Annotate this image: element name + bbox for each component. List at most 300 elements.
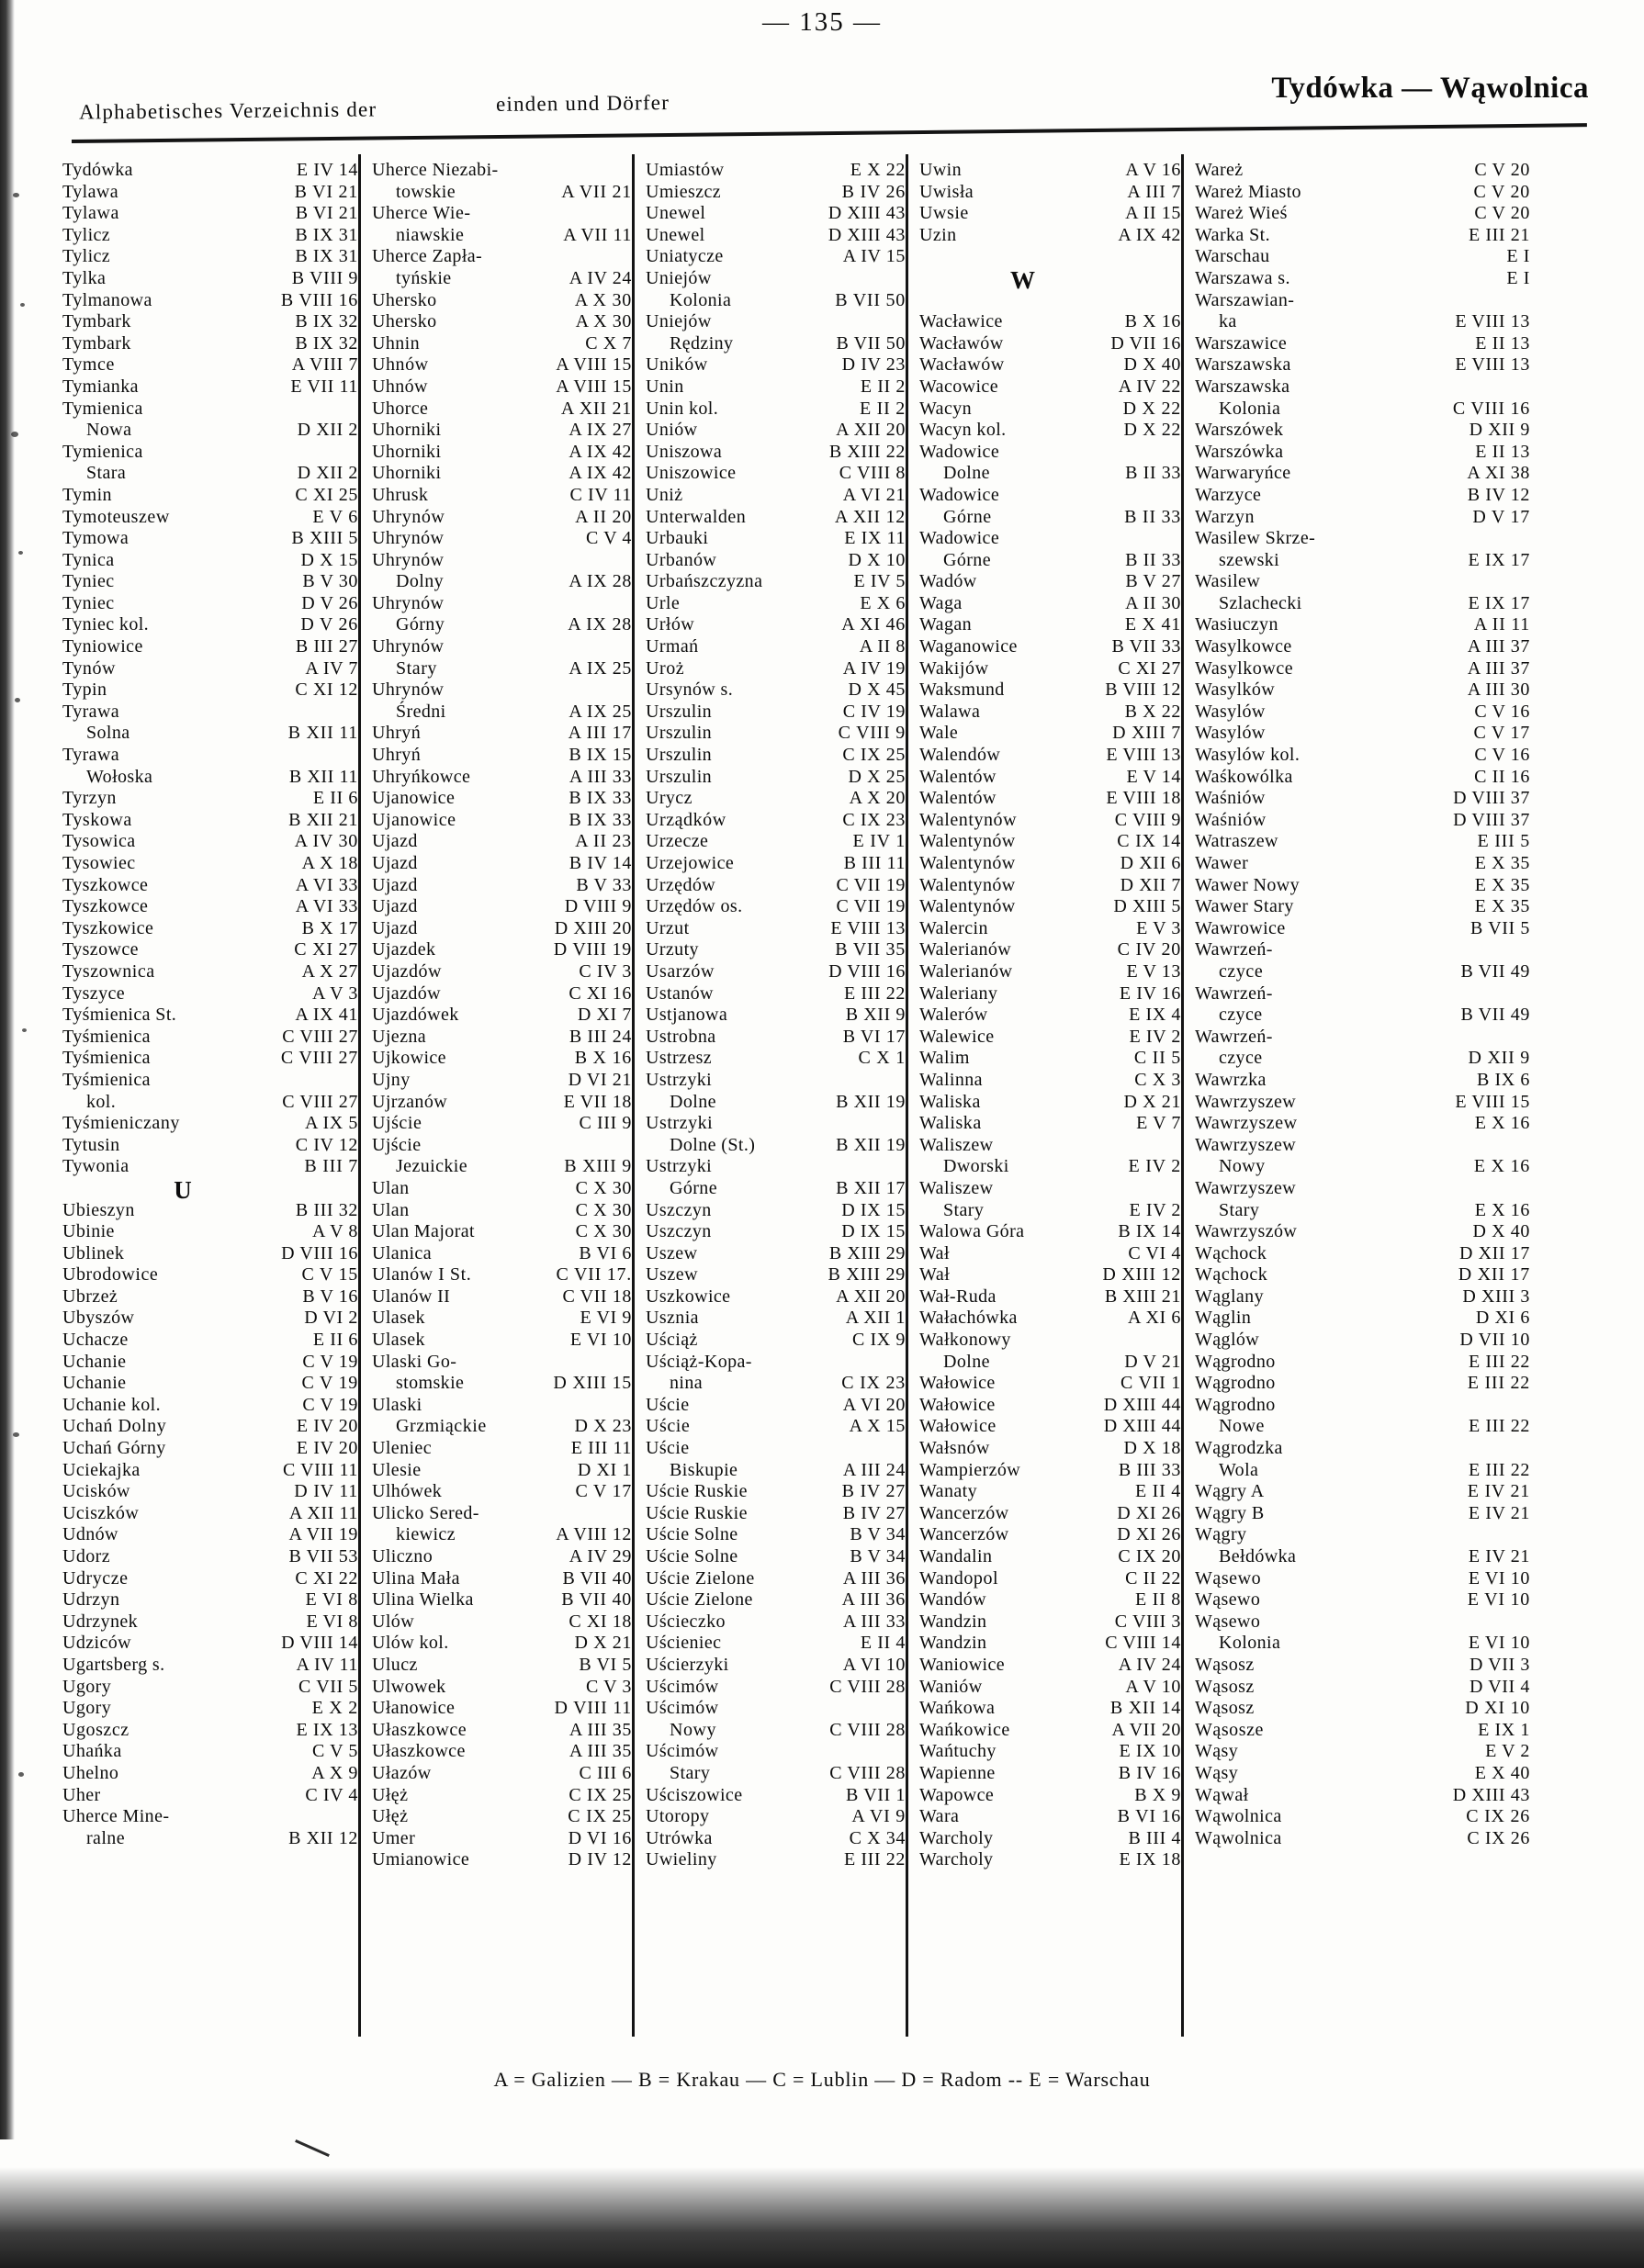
place-name: Tyniec <box>62 592 115 613</box>
map-reference-code: E IV 21 <box>1467 1481 1530 1502</box>
place-name: Urbanów <box>646 549 717 570</box>
index-entry-row <box>646 528 906 550</box>
index-entry-row <box>919 1156 1181 1178</box>
index-entry-row <box>646 658 906 680</box>
map-reference-code: C IV 19 <box>842 701 906 722</box>
map-reference-code: B V 34 <box>850 1546 906 1566</box>
map-reference-code: D VIII 16 <box>281 1242 358 1263</box>
map-reference-code: E VIII 13 <box>1106 745 1181 766</box>
index-entry-row <box>919 399 1181 421</box>
map-reference-code: B XII 9 <box>845 1005 906 1026</box>
place-name: Wągry <box>1195 1524 1247 1545</box>
index-entry-row <box>1195 1481 1530 1503</box>
map-reference-code: B IX 6 <box>1476 1069 1530 1090</box>
index-entry-row <box>62 268 358 290</box>
index-entry-row <box>372 160 632 182</box>
index-entry-row <box>372 399 632 421</box>
index-entry-row <box>62 1828 358 1850</box>
place-name: Uciszków <box>62 1502 140 1523</box>
place-name: Urzut <box>646 917 690 938</box>
map-reference-code: C XI 18 <box>569 1611 632 1632</box>
index-entry-row <box>1195 1243 1530 1265</box>
index-entry-row <box>1195 1677 1530 1699</box>
index-entry-row <box>372 1460 632 1482</box>
index-entry-row <box>646 311 906 333</box>
index-entry-row <box>372 961 632 983</box>
map-reference-code: A XII 20 <box>836 1286 906 1307</box>
map-reference-code: A III 35 <box>569 1719 632 1740</box>
map-reference-code: E II 8 <box>1134 1589 1181 1611</box>
place-name: Wacowice <box>919 376 998 397</box>
place-name: Wasilew Skrze- <box>1195 528 1316 549</box>
place-name: Tyniec kol. <box>62 614 150 635</box>
index-entry-row <box>62 550 358 572</box>
map-reference-code: E III 22 <box>1467 1373 1530 1394</box>
map-reference-code: C IX 25 <box>842 745 906 766</box>
index-entry-row <box>646 1481 906 1503</box>
index-entry-row <box>62 1221 358 1243</box>
place-name: Unewel <box>646 224 705 245</box>
place-name: Walawa <box>919 701 981 722</box>
index-entry-row <box>919 1200 1181 1222</box>
place-name: Wadów <box>919 571 977 592</box>
index-entry-row <box>1195 983 1530 1005</box>
index-entry-row <box>919 1633 1181 1655</box>
place-name: Ulasek <box>372 1308 425 1329</box>
index-entry-row <box>919 1503 1181 1525</box>
map-reference-code: A VI 21 <box>842 484 906 505</box>
place-name: Wawrzeń- <box>1195 982 1273 1004</box>
map-reference-code: A VII 20 <box>1111 1719 1181 1740</box>
place-name: Wołoska <box>86 766 153 787</box>
map-reference-code: A XII 20 <box>836 420 906 441</box>
index-entry-row <box>646 1720 906 1742</box>
place-name: Uherce Wie- <box>372 203 471 224</box>
map-reference-code: C IX 26 <box>1466 1806 1530 1827</box>
place-name: Uherce Mine- <box>62 1806 170 1827</box>
index-entry-row <box>1195 1092 1530 1114</box>
place-name: Wapienne <box>919 1762 996 1783</box>
place-name: Wawrzeń- <box>1195 939 1273 960</box>
index-entry-row <box>62 399 358 421</box>
place-name: Utoropy <box>646 1806 710 1827</box>
map-reference-code: C V 17 <box>575 1481 632 1502</box>
place-name: Uhańka <box>62 1741 122 1762</box>
index-entry-row <box>646 1503 906 1525</box>
place-name: Wał <box>919 1264 951 1286</box>
index-entry-row <box>1195 442 1530 464</box>
map-reference-code: C X 30 <box>575 1177 632 1198</box>
index-entry-row <box>62 354 358 376</box>
index-entry-row <box>372 1113 632 1135</box>
index-entry-row <box>1195 1828 1530 1850</box>
index-entry-row <box>646 507 906 529</box>
index-table <box>55 154 1598 2037</box>
index-entry-row <box>372 1395 632 1417</box>
place-name: Warzyn <box>1195 506 1255 527</box>
index-entry-row <box>62 311 358 333</box>
index-entry-row <box>646 1027 906 1049</box>
map-reference-code: B XII 12 <box>288 1827 358 1848</box>
map-reference-code: D X 23 <box>574 1416 632 1437</box>
place-name: tyńskie <box>396 267 452 288</box>
index-entry-row <box>919 1308 1181 1330</box>
map-reference-code: C II 5 <box>1133 1048 1181 1069</box>
index-entry-row <box>62 1763 358 1785</box>
scan-speck <box>18 551 23 555</box>
place-name: Ugartsberg s. <box>62 1654 165 1675</box>
running-head-center: einden und Dörfer <box>495 91 670 116</box>
place-name: Unewel <box>646 203 706 224</box>
index-entry-row <box>1195 1027 1530 1049</box>
place-name: niawskie <box>396 224 465 245</box>
place-name: Solna <box>86 723 130 744</box>
place-name: Wareż Miasto <box>1195 181 1301 202</box>
place-name: Stary <box>670 1762 711 1783</box>
index-entry-row <box>1195 1698 1530 1720</box>
index-entry-row <box>1195 1655 1530 1677</box>
place-name: Udnów <box>62 1524 118 1545</box>
place-name: Uniejów <box>646 311 712 332</box>
map-reference-code: E III 22 <box>844 982 906 1004</box>
map-reference-code: A IV 30 <box>294 831 358 852</box>
map-reference-code: D V 17 <box>1472 506 1530 527</box>
index-entry-row <box>646 1785 906 1807</box>
index-entry-row <box>62 463 358 485</box>
index-entry-row <box>1195 528 1530 550</box>
index-entry-row <box>372 268 632 290</box>
index-entry-row <box>1195 1156 1530 1178</box>
scan-tick-mark <box>295 2139 330 2157</box>
map-reference-code: A IX 25 <box>569 701 632 722</box>
place-name: Wacławów <box>919 354 1005 376</box>
index-entry-row <box>646 1264 906 1286</box>
index-entry-row <box>372 1677 632 1699</box>
place-name: Urbauki <box>646 528 709 549</box>
index-entry-row <box>372 983 632 1005</box>
place-name: Ulaski <box>372 1394 422 1415</box>
place-name: Wasylów <box>1195 701 1266 722</box>
place-name: Wągrodno <box>1195 1394 1276 1415</box>
map-reference-code: C IV 20 <box>1117 939 1181 960</box>
index-entry-row <box>62 1330 358 1352</box>
map-reference-code: E X 35 <box>1474 853 1530 873</box>
index-entry-row <box>372 1849 632 1871</box>
map-reference-code: C XI 22 <box>295 1567 358 1589</box>
map-reference-code: E X 22 <box>850 160 906 180</box>
map-reference-code: A XI 6 <box>1127 1308 1181 1329</box>
map-reference-code: C V 19 <box>301 1373 358 1394</box>
map-reference-code: D XIII 44 <box>1103 1394 1181 1415</box>
index-entry-row <box>646 1221 906 1243</box>
map-reference-code: C IX 26 <box>1467 1827 1530 1848</box>
index-entry-row <box>646 1308 906 1330</box>
place-name: Ublinek <box>62 1242 125 1263</box>
map-reference-code: B IX 14 <box>1118 1221 1181 1242</box>
index-entry-row <box>62 571 358 593</box>
index-entry-row <box>646 1178 906 1200</box>
map-reference-code: D V 26 <box>301 592 358 613</box>
map-reference-code: B XIII 22 <box>828 441 906 462</box>
place-name: Ustrzyki <box>646 1069 713 1090</box>
map-reference-code: B X 16 <box>1124 311 1181 332</box>
place-name: Walim <box>919 1048 970 1069</box>
scan-speck <box>15 698 20 702</box>
map-reference-code: C X 7 <box>585 332 632 354</box>
index-entry-row <box>372 723 632 745</box>
map-reference-code: E X 35 <box>1474 874 1530 895</box>
index-entry-row <box>62 983 358 1005</box>
place-name: Średni <box>396 701 446 722</box>
index-entry-row <box>646 1243 906 1265</box>
map-reference-code: C V 20 <box>1474 203 1530 224</box>
place-name: Wąwolnica <box>1195 1827 1282 1848</box>
place-name: Wągrodno <box>1195 1351 1276 1372</box>
place-name: Wale <box>919 723 959 744</box>
index-entry-row <box>62 1633 358 1655</box>
place-name: Bełdówka <box>1219 1546 1297 1566</box>
index-entry-row <box>919 702 1181 724</box>
map-reference-code: D X 21 <box>574 1633 632 1654</box>
map-reference-code: B IV 27 <box>842 1502 906 1523</box>
place-name: Waksmund <box>919 679 1005 701</box>
place-name: Ustrzesz <box>646 1048 713 1069</box>
map-reference-code: C VIII 28 <box>829 1762 906 1783</box>
scan-edge-left <box>0 0 15 2139</box>
index-entry-row <box>1195 333 1530 355</box>
map-reference-code: E III 11 <box>570 1438 632 1459</box>
legend-abbreviations: A = Galizien — B = Krakau — C = Lublin — D = Radom -- E = Warschau <box>493 2068 1151 2091</box>
place-name: Wąsosz <box>1195 1654 1255 1675</box>
index-entry-row <box>372 1092 632 1114</box>
index-entry-row <box>1195 1286 1530 1308</box>
place-name: Ustanów <box>646 982 714 1004</box>
index-entry-row <box>919 1568 1181 1590</box>
map-reference-code: A VIII 15 <box>556 376 632 397</box>
index-entry-row <box>62 485 358 507</box>
place-name: Tylka <box>62 267 107 288</box>
place-name: Tyszyce <box>62 982 126 1004</box>
index-entry-row <box>62 1395 358 1417</box>
index-entry-row <box>919 507 1181 529</box>
index-entry-row <box>646 463 906 485</box>
place-name: Umianowice <box>372 1849 470 1870</box>
map-reference-code: D X 25 <box>848 766 906 787</box>
place-name: Wągrodno <box>1195 1373 1276 1394</box>
index-entry-row <box>372 463 632 485</box>
place-name: Uhrynów <box>372 506 445 527</box>
index-entry-row <box>1195 614 1530 636</box>
map-reference-code: E IV 21 <box>1468 1502 1530 1523</box>
place-name: Tymin <box>62 484 112 505</box>
place-name: Dolne <box>670 1091 716 1112</box>
index-entry-row <box>919 225 1181 247</box>
place-name: Uciekajka <box>62 1459 141 1480</box>
place-name: Ulan Majorat <box>372 1221 475 1242</box>
index-entry-row <box>1195 1763 1530 1785</box>
place-name: Ulina Wielka <box>372 1589 474 1611</box>
place-name: Wąglów <box>1195 1330 1260 1351</box>
place-name: Tywonia <box>62 1156 129 1177</box>
place-name: Uściszowice <box>646 1784 743 1805</box>
place-name: Walendów <box>919 745 1001 766</box>
map-reference-code: E IX 17 <box>1468 549 1530 570</box>
index-entry-row <box>646 1200 906 1222</box>
index-entry-row <box>62 1655 358 1677</box>
place-name: Ulanica <box>372 1242 432 1263</box>
map-reference-code: C V 3 <box>585 1676 632 1697</box>
index-entry-row <box>646 420 906 442</box>
map-reference-code: C VII 19 <box>836 896 906 917</box>
index-entry-row <box>919 1027 1181 1049</box>
index-entry-row <box>919 1373 1181 1395</box>
place-name: Wawrzyszów <box>1195 1221 1298 1242</box>
place-name: Urycz <box>646 788 693 809</box>
map-reference-code: C VII 17. <box>556 1264 632 1286</box>
place-name: Tyszkowice <box>62 917 154 938</box>
map-reference-code: E II 13 <box>1475 332 1530 354</box>
index-entry-row <box>1195 1785 1530 1807</box>
index-entry-row <box>372 1503 632 1525</box>
map-reference-code: D X 15 <box>300 549 358 570</box>
index-entry-row <box>372 376 632 399</box>
map-reference-code: C V 20 <box>1474 160 1530 180</box>
scan-speck <box>20 303 25 307</box>
map-reference-code: E IV 14 <box>296 160 358 180</box>
place-name: Unin kol. <box>646 398 719 419</box>
index-entry-row <box>1195 767 1530 789</box>
index-entry-row <box>1195 679 1530 702</box>
map-reference-code: D VIII 37 <box>1453 788 1530 809</box>
place-name: Wareż Wieś <box>1195 203 1288 224</box>
place-name: Uście Zielone <box>646 1589 753 1611</box>
running-head-left: Alphabetisches Verzeichnis der <box>78 97 377 124</box>
index-entry-row <box>372 593 632 615</box>
index-entry-row <box>62 961 358 983</box>
map-reference-code: B III 11 <box>843 853 906 873</box>
index-entry-row <box>62 1092 358 1114</box>
place-name: Ustrobna <box>646 1026 716 1047</box>
map-reference-code: D VII 10 <box>1459 1330 1530 1351</box>
map-reference-code: E VI 9 <box>580 1308 632 1329</box>
index-entry-row <box>1195 1070 1530 1092</box>
place-name: Ujazdówek <box>372 1005 459 1026</box>
index-entry-row <box>919 203 1181 225</box>
place-name: Usznia <box>646 1308 699 1329</box>
map-reference-code: B X 16 <box>574 1048 632 1069</box>
index-entry-row <box>62 831 358 853</box>
index-entry-row <box>372 1524 632 1546</box>
place-name: Wąchock <box>1195 1264 1268 1286</box>
place-name: Biskupie <box>670 1459 738 1480</box>
place-name: Uchanie <box>62 1351 127 1372</box>
map-reference-code: B VI 5 <box>579 1654 632 1675</box>
map-reference-code: E X 16 <box>1474 1199 1530 1220</box>
place-name: Wampierzów <box>919 1459 1021 1480</box>
map-reference-code: E V 13 <box>1126 960 1181 982</box>
place-name: Uherce Niezabi- <box>372 160 499 180</box>
place-name: Tymowa <box>62 528 129 549</box>
place-name: Warka St. <box>1195 224 1270 245</box>
place-name: Warwaryńce <box>1195 463 1291 484</box>
map-reference-code: A III 24 <box>842 1459 906 1480</box>
index-entry-row <box>1195 961 1530 983</box>
map-reference-code: A IX 42 <box>569 441 632 462</box>
place-name: Tynów <box>62 657 117 679</box>
place-name: Waganowice <box>919 636 1018 657</box>
place-name: Watraszew <box>1195 831 1278 852</box>
place-name: Usarzów <box>646 960 715 982</box>
index-entry-row <box>62 679 358 702</box>
place-name: Uhorniki <box>372 441 442 462</box>
index-entry-row <box>919 333 1181 355</box>
place-name: Uniż <box>646 484 683 505</box>
map-reference-code: E I <box>1506 246 1530 267</box>
place-name: Uroż <box>646 657 685 679</box>
index-entry-row <box>62 182 358 204</box>
index-entry-row <box>62 636 358 658</box>
place-name: Wacyn kol. <box>919 420 1007 441</box>
index-entry-row <box>1195 311 1530 333</box>
place-name: czyce <box>1219 1048 1263 1069</box>
map-reference-code: D XII 9 <box>1468 1048 1530 1069</box>
map-reference-code: D VIII 16 <box>828 960 906 982</box>
map-reference-code: A VI 20 <box>842 1394 906 1415</box>
index-entry-row <box>646 182 906 204</box>
index-entry-row <box>919 1828 1181 1850</box>
map-reference-code: A III 36 <box>842 1567 906 1589</box>
scan-speck <box>13 1432 19 1437</box>
map-reference-code: D IX 15 <box>841 1199 906 1220</box>
map-reference-code: B X 9 <box>1134 1784 1181 1805</box>
place-name: Ulanów II <box>372 1286 451 1307</box>
map-reference-code: E X 2 <box>311 1698 358 1719</box>
map-reference-code: C XI 27 <box>294 939 358 960</box>
place-name: Waliszew <box>919 1177 994 1198</box>
index-entry-row <box>372 1828 632 1850</box>
map-reference-code: A III 7 <box>1127 181 1181 202</box>
map-reference-code: C V 16 <box>1474 701 1530 722</box>
map-reference-code: E X 41 <box>1124 614 1181 635</box>
place-name: Ujrzanów <box>372 1091 448 1112</box>
map-reference-code: E IV 16 <box>1119 982 1181 1004</box>
map-reference-code: C VIII 3 <box>1114 1611 1181 1632</box>
place-name: Umieszcz <box>646 181 722 202</box>
place-name: Wąwolnica <box>1195 1806 1282 1827</box>
index-entry-row <box>62 1243 358 1265</box>
index-entry-row <box>62 1677 358 1699</box>
place-name: Ujazdek <box>372 939 436 960</box>
place-name: Tyszownica <box>62 960 155 982</box>
map-reference-code: A X 15 <box>849 1416 906 1437</box>
place-name: Uhorniki <box>372 420 442 441</box>
map-reference-code: A X 20 <box>849 788 906 809</box>
map-reference-code: B XII 11 <box>287 723 358 744</box>
index-entry-row <box>646 1395 906 1417</box>
map-reference-code: A X 9 <box>311 1762 358 1783</box>
place-name: Ujazd <box>372 917 418 938</box>
map-reference-code: E V 3 <box>1136 917 1181 938</box>
place-name: Wacławice <box>919 311 1003 332</box>
map-reference-code: B III 32 <box>295 1199 358 1220</box>
place-name: Walerianów <box>919 939 1012 960</box>
place-name: Wąsosz <box>1195 1676 1255 1697</box>
index-entry-row <box>62 1785 358 1807</box>
place-name: Wasylkowce <box>1195 636 1292 657</box>
map-reference-code: C VIII 9 <box>838 723 906 744</box>
place-name: Urządków <box>646 809 726 830</box>
row-spacer <box>919 290 1181 312</box>
